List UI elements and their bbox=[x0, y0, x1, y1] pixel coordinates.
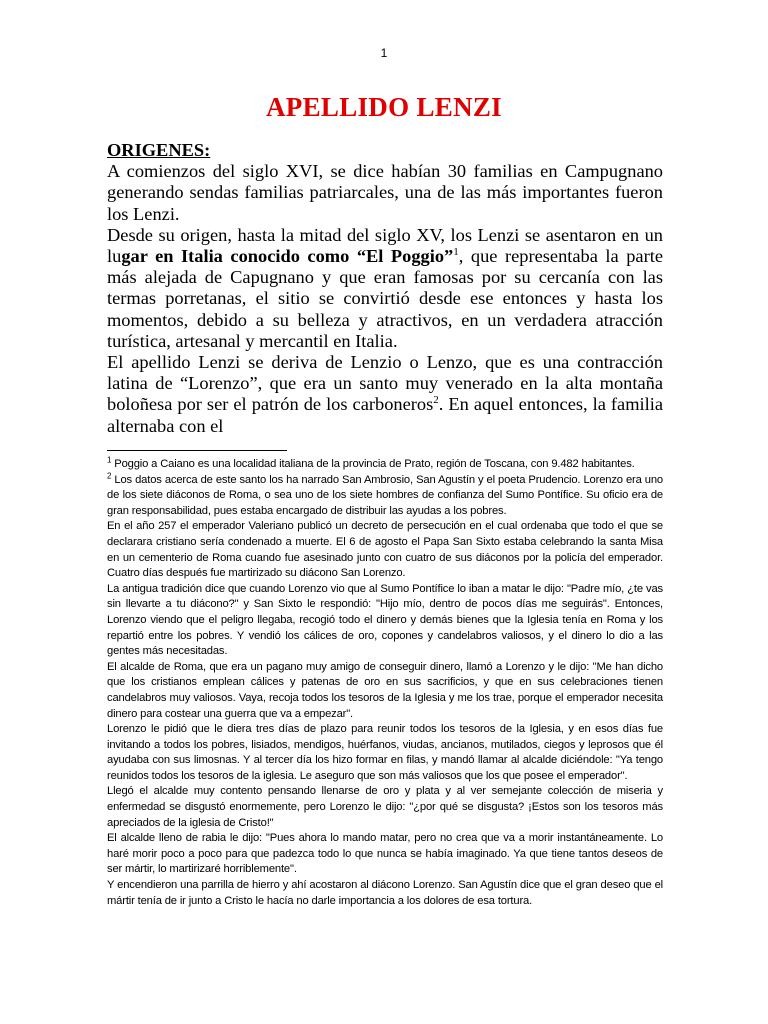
paragraph-2-text-b: , que representaba la parte más alejada de Capugnano y que eran famosas por su cercanía con las termas porretanas, el sitio se convirtió desde ese entonces y hasta los momentos, debido a su belleza y atractivos, en un verdadera atracción turística, artesanal y mercantil en Italia. bbox=[107, 246, 663, 351]
paragraph-2 bbox=[107, 225, 663, 352]
footnote-2-paragraph-5: Lorenzo le pidió que le diera tres días de plazo para reunir todos los tesoros de la Iglesia, y en esos días fue invitando a todos los pobres, lisiados, mendigos, huérfanos, viudas, ancianos, mutilados, ciegos y leprosos que él ayudaba con sus limosnas. Y al tercer día los hizo formar en filas, y mandó llamar al alcalde diciéndole: "Ya tengo reunidos todos los tesoros de la iglesia. Le aseguro que son más valiosos que los que posee el emperador". bbox=[107, 723, 663, 782]
footnotes bbox=[107, 457, 663, 909]
footnote-ref-2[interactable]: 2 bbox=[433, 394, 439, 407]
paragraph-2-bold-place: gar en Italia conocido como “El Poggio” bbox=[121, 246, 454, 267]
paragraph-3-text-b: . En aquel entonces, la familia alternaba con el bbox=[107, 394, 664, 436]
footnote-2 bbox=[107, 470, 663, 520]
paragraph-3 bbox=[107, 352, 663, 437]
footnote-1-text: Poggio a Caiano es una localidad italiana de la provincia de Prato, región de Toscana, con 9.482 habitantes. bbox=[111, 458, 635, 470]
footnote-2-number: 2 bbox=[107, 470, 112, 480]
footnote-2-paragraph-7: El alcalde lleno de rabia le dijo: "Pues ahora lo mando matar, pero no crea que va a morir instantáneamente. Lo haré morir poco a poco para que padezca todo lo que nunca se había imaginado. Ya que tiene tantos deseos de ser mártir, lo martirizaré horriblemente". bbox=[107, 832, 663, 876]
footnote-2-text: Los datos acerca de este santo los ha narrado San Ambrosio, San Agustín y el poeta Prudencio. Lorenzo era uno de los siete diáconos de Roma, o sea uno de los siete hombres de confianza del Sumo Pontífice. Su oficio era de gran responsabilidad, pues estaba encargado de distribuir las ayudas a los pobres. bbox=[107, 473, 663, 517]
footnote-2-paragraph-2: En el año 257 el emperador Valeriano publicó un decreto de persecución en el cual ordenaba que todo el que se declarara cristiano sería condenado a muerte. El 6 de agosto el Papa San Sixto estaba celebrando la santa Misa en un cementerio de Roma cuando fue asesinado junto con cuatro de sus diáconos por la policía del emperador. Cuatro días después fue martirizado su diácono San Lorenzo. bbox=[107, 520, 663, 580]
page-number: 1 bbox=[380, 46, 388, 60]
paragraph-3-text-a: El apellido Lenzi se deriva de Lenzio o Lenzo, que es una contracción latina de “Lorenzo”, que era un santo muy venerado en la alta montaña boloñesa por ser el patrón de los carboneros bbox=[107, 352, 663, 415]
footnote-2-paragraph-8: Y encendieron una parrilla de hierro y ahí acostaron al diácono Lorenzo. San Agustín dice que el gran deseo que el mártir tenía de ir junto a Cristo le hacía no darle importancia a los dolores de esa tortura. bbox=[107, 879, 663, 907]
section-heading: ORIGENES: bbox=[107, 140, 211, 160]
paragraph-1: A comienzos del siglo XVI, se dice habían 30 familias en Campugnano generando sendas familias patriarcales, una de las más importantes fueron los Lenzi. bbox=[107, 161, 663, 224]
footnote-1 bbox=[107, 457, 663, 473]
footnote-ref-1[interactable]: 1 bbox=[453, 245, 459, 258]
footnote-2-paragraph-4: El alcalde de Roma, que era un pagano muy amigo de conseguir dinero, llamó a Lorenzo y le dijo: "Me han dicho que los cristianos emplean cálices y patenas de oro en sus sacrificios, y que en sus celebraciones tienen candelabros muy valiosos. Vaya, recoja todos los tesoros de la Iglesia y me los trae, porque el emperador necesita dinero para costear una guerra que va a empezar". bbox=[107, 660, 663, 720]
footnote-separator bbox=[107, 450, 287, 451]
footnote-2-paragraph-6: Llegó el alcalde muy contento pensando llenarse de oro y plata y al ver semejante colección de miseria y enfermedad se disgustó enormemente, pero Lorenzo le dijo: "¿por qué se disgusta? ¡Estos son los tesoros más apreciados de la iglesia de Cristo!" bbox=[107, 785, 663, 829]
paragraph-2-text-a: Desde su origen, hasta la mitad del siglo XV, los Lenzi se asentaron en un lu bbox=[107, 224, 663, 267]
document-title: APELLIDO LENZI bbox=[265, 92, 502, 122]
footnote-2-paragraph-3: La antigua tradición dice que cuando Lorenzo vio que al Sumo Pontífice lo iban a matar le dijo: "Padre mío, ¿te vas sin llevarte a tu diácono?" y San Sixto le respondió: "Hijo mío, dentro de pocos días me seguirás". Entonces, Lorenzo viendo que el peligro llegaba, recogió todo el dinero y demás bienes que la Iglesia tenía en Roma y los repartió entre los pobres. Y vendió los cálices de oro, copones y candelabros valiosos, y el dinero lo dio a las gentes más necesitadas. bbox=[107, 582, 663, 658]
body-text bbox=[107, 140, 663, 437]
footnote-1-number: 1 bbox=[107, 455, 112, 465]
